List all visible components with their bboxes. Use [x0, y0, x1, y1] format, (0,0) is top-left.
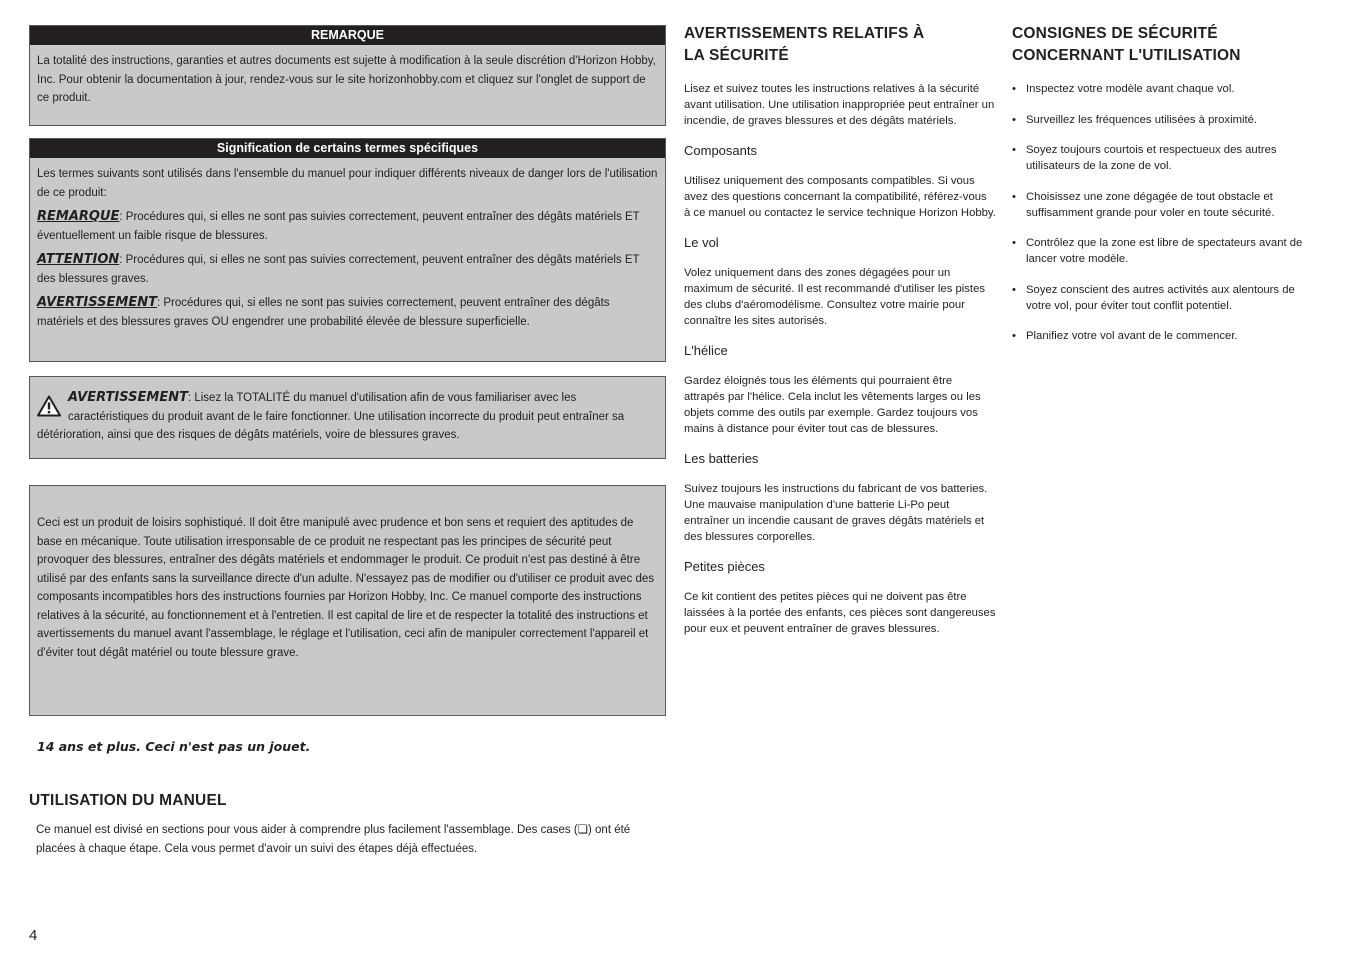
list-item: • Inspectez votre modèle avant chaque vol. — [1012, 81, 1322, 97]
remarque-text: La totalité des instructions, garanties et autres documents est sujette à modification à la seule discrétion d'Horizon Hobby, Inc. Pour obtenir la documentation à jour, rendez-vous sur le site horizonhobby.com et cliquez sur l'onglet de support de ce produit. — [37, 55, 656, 104]
subsection-heading: L'hélice — [684, 343, 728, 358]
manuel-text — [36, 820, 656, 858]
usage-list — [1012, 81, 1322, 344]
list-item: • Planifiez votre vol avant de le commencer. — [1012, 328, 1322, 344]
warning-line: caractéristiques du produit avant de le faire fonctionner. Une utilisation incorrecte du produit peut entraîner sa — [68, 410, 625, 423]
warning-line — [37, 389, 658, 408]
warning-triangle-icon — [37, 395, 61, 417]
term-item-remarque — [30, 208, 665, 245]
manuel-text-part: Ce manuel est divisé en sections pour vous aider à comprendre plus facilement l'assemblage. Des cases ( — [36, 824, 578, 836]
term-label: REMARQUE — [37, 209, 120, 224]
subsection-text: Gardez éloignés tous les éléments qui pourraient être attrapés par l'hélice. Cela inclut les vêtements larges ou les objets comme des outils par exemple. Gardez toujours vos mains à distance pour éviter tout cas de blessures. — [684, 375, 981, 435]
warning-term: AVERTISSEMENT — [68, 390, 188, 405]
checkbox-icon: ❏ — [577, 822, 588, 836]
subsection-text: Volez uniquement dans des zones dégagées pour un maximum de sécurité. Il est recommandé d'utiliser les pistes des clubs d'aéromodélisme. Consultez votre mairie pour connaître les sites autorisés. — [684, 267, 986, 327]
subsection-heading: Les batteries — [684, 451, 759, 466]
intro-text: Ceci est un produit de loisirs sophistiqué. Il doit être manipulé avec prudence et bon sens et requiert des aptitudes de base en mécanique. Toute utilisation irresponsable de ce produit ne respectant pas les principes de sécurité peut provoquer des blessures, entraîner des dégâts matériels et endommager le produit. Ce produit n'est pas destiné à être utilisé par des enfants sans la surveillance directe d'un adulte. N'essayez pas de modifier ou d'utiliser ce produit avec des composants incompatibles hors des instructions fournies par Horizon Hobby, Inc. Ce manuel comporte des instructions relatives à la sécurité, au fonctionnement et à l'entretien. Il est capital de lire et de respecter la totalité des instructions et avertissements du manuel avant l'assemblage, le réglage et l'utilisation, ceci afin de manipuler correctement l'appareil et d'éviter tout dégât matériel ou toute blessure grave. — [37, 517, 655, 659]
list-item: • Soyez toujours courtois et respectueux des autres utilisateurs de la zone de vol. — [1012, 142, 1322, 174]
usage-column — [1012, 23, 1322, 359]
term-label: ATTENTION — [37, 252, 120, 267]
list-item: • Choisissez une zone dégagée de tout obstacle et suffisamment grande pour voler en toute sécurité. — [1012, 189, 1322, 221]
safety-intro: Lisez et suivez toutes les instructions relatives à la sécurité avant utilisation. Une utilisation inappropriée peut entraîner un incendie, de graves blessures et des dégâts matériels. — [684, 83, 995, 127]
age-notice: 14 ans et plus. Ceci n'est pas un jouet. — [37, 739, 311, 754]
warning-box — [29, 376, 666, 459]
terms-box — [29, 138, 666, 362]
warning-text-rest: détérioration, ainsi que des risques de dégâts matériels, voire de blessures graves. — [37, 429, 460, 441]
subsection-heading: Le vol — [684, 235, 719, 250]
remarque-header: REMARQUE — [30, 26, 665, 45]
intro-box — [29, 485, 666, 716]
warning-text: : Lisez la TOTALITÉ du manuel d'utilisation afin de vous familiariser avec les — [187, 392, 577, 404]
safety-column — [684, 23, 996, 637]
remarque-box — [29, 25, 666, 126]
term-text: : Procédures qui, si elles ne sont pas suivies correctement, peuvent entraîner des dégâts matériels ET des blessures graves. — [37, 254, 640, 285]
term-label: AVERTISSEMENT — [37, 295, 157, 310]
usage-heading: CONSIGNES DE SÉCURITÉ CONCERNANT L'UTILISATION — [1012, 25, 1241, 64]
terms-header: Signification de certains termes spécifiques — [30, 139, 665, 158]
list-item: • Surveillez les fréquences utilisées à proximité. — [1012, 112, 1322, 128]
subsection-text: Suivez toujours les instructions du fabricant de vos batteries. Une mauvaise manipulation d'une batterie Li-Po peut entraîner un incendie causant de graves dégâts matériels et des blessures corporelles. — [684, 483, 988, 543]
term-text: : Procédures qui, si elles ne sont pas suivies correctement, peuvent entraîner des dégâts matériels ET éventuellement un faible risque de blessures. — [37, 211, 640, 242]
subsection-heading: Petites pièces — [684, 559, 765, 574]
term-item-avertissement — [30, 294, 665, 331]
subsection-text: Ce kit contient des petites pièces qui ne doivent pas être laissées à la portée des enfants, ces pièces sont dangereuses pour eux et peuvent entraîner de graves blessures. — [684, 591, 996, 635]
subsection-heading: Composants — [684, 143, 757, 158]
term-text: : Procédures qui, si elles ne sont pas suivies correctement, peuvent entraîner des dégâts matériels et des blessures graves OU engendrer une probabilité élevée de blessure superficielle. — [37, 297, 610, 328]
safety-heading: AVERTISSEMENTS RELATIFS À LA SÉCURITÉ — [684, 25, 925, 64]
list-item: • Soyez conscient des autres activités aux alentours de votre vol, pour éviter tout conflit potentiel. — [1012, 282, 1322, 314]
list-item: • Contrôlez que la zone est libre de spectateurs avant de lancer votre modèle. — [1012, 235, 1322, 267]
page-number: 4 — [29, 927, 38, 944]
term-item-attention — [30, 251, 665, 288]
terms-intro: Les termes suivants sont utilisés dans l'ensemble du manuel pour indiquer différents niveaux de danger lors de l'utilisation de ce produit: — [37, 168, 658, 199]
subsection-text: Utilisez uniquement des composants compatibles. Si vous avez des questions concernant la compatibilité, référez-vous à ce manuel ou contactez le service technique Horizon Hobby. — [684, 175, 996, 219]
manuel-heading: UTILISATION DU MANUEL — [29, 792, 227, 809]
manuel-text-part: ) ont été placées à chaque étape. Cela vous permet d'avoir un suivi des étapes déjà effectuées. — [36, 824, 631, 855]
